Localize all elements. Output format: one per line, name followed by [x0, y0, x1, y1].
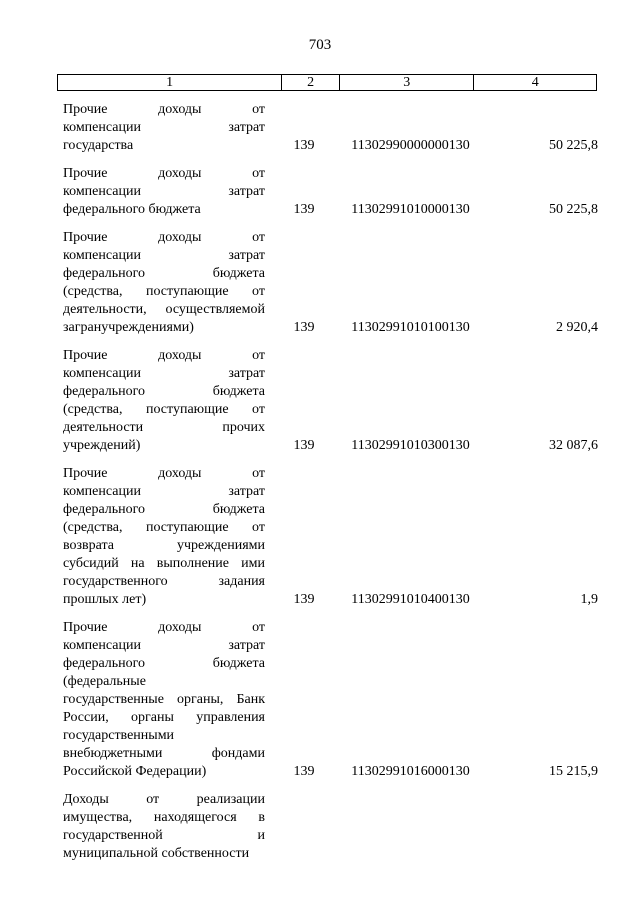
- description-line: имущества, находящегося в: [63, 810, 265, 825]
- description-line: компенсации затрат: [63, 366, 265, 381]
- description-line: компенсации затрат: [63, 248, 265, 263]
- description-line: Прочие доходы от: [63, 230, 265, 245]
- row-amount: 50 225,8: [549, 138, 598, 153]
- description-line: загранучреждениями): [63, 320, 194, 335]
- row-values: [0, 137, 640, 155]
- table-row: [0, 791, 640, 863]
- description-line: Прочие доходы от: [63, 166, 265, 181]
- row-values: [0, 845, 640, 863]
- row-code-2: 139: [293, 764, 315, 779]
- table-body: [0, 101, 640, 873]
- description-line: Прочие доходы от: [63, 620, 265, 635]
- description-line: учреждений): [63, 438, 141, 453]
- description-line: Прочие доходы от: [63, 348, 265, 363]
- row-description: [63, 465, 265, 609]
- table-row: [0, 347, 640, 455]
- header-col-3: 3: [340, 75, 475, 90]
- description-line: Российской Федерации): [63, 764, 207, 779]
- description-line: государственными: [63, 728, 175, 743]
- row-code-3: 11302991010000130: [351, 202, 470, 217]
- row-code-3: 11302991010300130: [351, 438, 470, 453]
- row-amount: 15 215,9: [549, 764, 598, 779]
- row-amount: 2 920,4: [556, 320, 598, 335]
- table-row: [0, 619, 640, 781]
- description-line: государственной и: [63, 828, 265, 843]
- row-values: [0, 437, 640, 455]
- description-line: Доходы от реализации: [63, 792, 265, 807]
- table-row: [0, 465, 640, 609]
- row-values: [0, 763, 640, 781]
- description-line: муниципальной собственности: [63, 846, 250, 861]
- description-line: субсидий на выполнение ими: [63, 556, 265, 571]
- table-row: [0, 165, 640, 219]
- description-line: федерального бюджета: [63, 202, 201, 217]
- description-line: внебюджетными фондами: [63, 746, 265, 761]
- description-line: (средства, поступающие от: [63, 284, 265, 299]
- header-col-2: 2: [282, 75, 340, 90]
- description-line: компенсации затрат: [63, 184, 265, 199]
- description-line: прошлых лет): [63, 592, 147, 607]
- description-line: России, органы управления: [63, 710, 265, 725]
- row-code-2: 139: [293, 320, 315, 335]
- row-values: [0, 591, 640, 609]
- row-values: [0, 319, 640, 337]
- description-line: государства: [63, 138, 134, 153]
- row-description: [63, 619, 265, 781]
- row-code-2: 139: [293, 592, 315, 607]
- description-line: деятельности, осуществляемой: [63, 302, 265, 317]
- description-line: федерального бюджета: [63, 656, 265, 671]
- description-line: (федеральные: [63, 674, 146, 689]
- description-line: (средства, поступающие от: [63, 402, 265, 417]
- description-line: федерального бюджета: [63, 502, 265, 517]
- row-code-2: 139: [293, 138, 315, 153]
- description-line: компенсации затрат: [63, 120, 265, 135]
- row-amount: 1,9: [580, 592, 598, 607]
- description-line: (средства, поступающие от: [63, 520, 265, 535]
- table-header: [57, 74, 597, 91]
- header-col-4: 4: [531, 75, 539, 90]
- table-row: [0, 101, 640, 155]
- description-line: государственные органы, Банк: [63, 692, 265, 707]
- description-line: компенсации затрат: [63, 484, 265, 499]
- description-line: государственного задания: [63, 574, 265, 589]
- row-code-3: 11302991016000130: [351, 764, 470, 779]
- header-col-1: 1: [58, 75, 282, 90]
- row-code-3: 11302991010400130: [351, 592, 470, 607]
- description-line: федерального бюджета: [63, 384, 265, 399]
- row-code-2: 139: [293, 438, 315, 453]
- description-line: компенсации затрат: [63, 638, 265, 653]
- table-row: [0, 229, 640, 337]
- description-line: Прочие доходы от: [63, 466, 265, 481]
- page-number: 703: [308, 37, 332, 53]
- row-values: [0, 201, 640, 219]
- row-code-3: 11302990000000130: [351, 138, 470, 153]
- description-line: возврата учреждениями: [63, 538, 265, 553]
- row-amount: 50 225,8: [549, 202, 598, 217]
- row-code-3: 11302991010100130: [351, 320, 470, 335]
- description-line: деятельности прочих: [63, 420, 265, 435]
- row-code-2: 139: [293, 202, 315, 217]
- row-amount: 32 087,6: [549, 438, 598, 453]
- description-line: федерального бюджета: [63, 266, 265, 281]
- description-line: Прочие доходы от: [63, 102, 265, 117]
